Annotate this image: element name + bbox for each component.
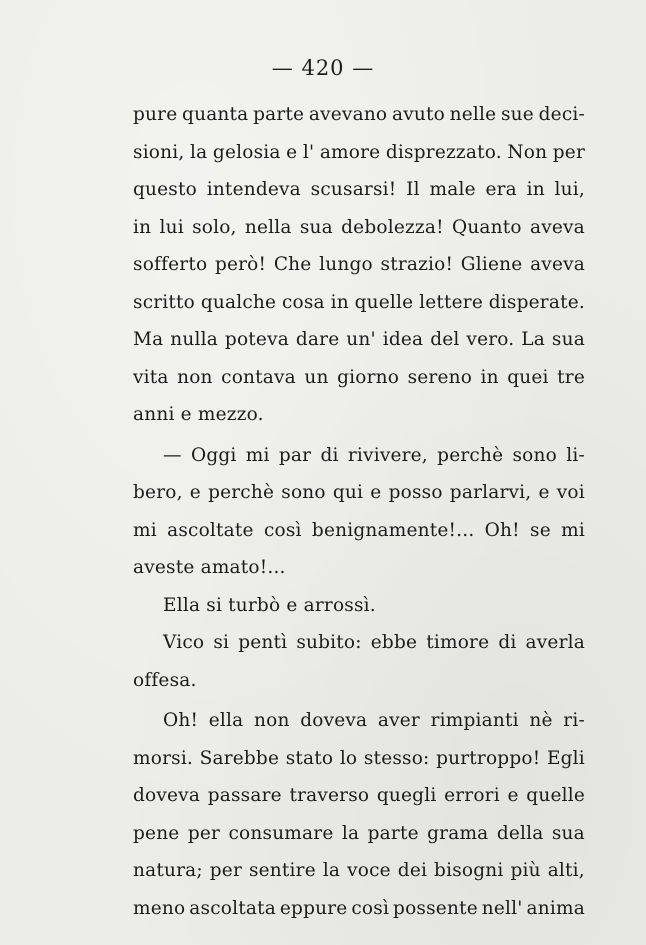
text-line: Vico si pentì subito: ebbe timore di averla [163, 632, 585, 653]
text-line: sofferto però! Che lungo strazio! Gliene aveva [133, 254, 585, 275]
text-line: Oh! ella non doveva aver rimpianti nè ri- [163, 710, 585, 731]
text-line: mi ascoltate così benignamente!... Oh! se mi [133, 519, 585, 541]
text-line: pene per consumare la parte grama della sua [133, 822, 585, 844]
text-line: bero, e perchè sono qui e posso parlarvi, e voi [133, 482, 585, 503]
text-line: anni e mezzo. [133, 404, 264, 425]
text-line: questo intendeva scusarsi! Il male era in lui, [133, 179, 585, 200]
text-line: aveste amato!... [133, 557, 286, 578]
text-line: Ma nulla poteva dare un' idea del vero. La sua [133, 329, 585, 350]
text-line: pure quanta parte avevano avuto nelle sue deci- [133, 104, 585, 125]
text-line: meno ascoltata eppure così possente nell' anima [133, 897, 585, 919]
text-line: — Oggi mi par di rivivere, perchè sono li- [163, 444, 585, 466]
body-text [133, 96, 585, 927]
text-line: morsi. Sarebbe stato lo stesso: purtroppo! Egli [133, 747, 585, 769]
text-line: scritto qualche cosa in quelle lettere disperate. [133, 291, 585, 313]
text-line: sioni, la gelosia e l' amore disprezzato. Non per [133, 141, 585, 163]
text-line: offesa. [133, 669, 197, 691]
text-line: doveva passare traverso quegli errori e quelle [133, 785, 585, 806]
text-line: vita non contava un giorno sereno in quei tre [133, 366, 585, 388]
text-line: natura; per sentire la voce dei bisogni più alti, [133, 860, 585, 881]
text-line: in lui solo, nella sua debolezza! Quanto aveva [133, 216, 585, 238]
page-number: — 420 — [271, 56, 375, 80]
text-line: Ella si turbò e arrossì. [163, 594, 376, 616]
